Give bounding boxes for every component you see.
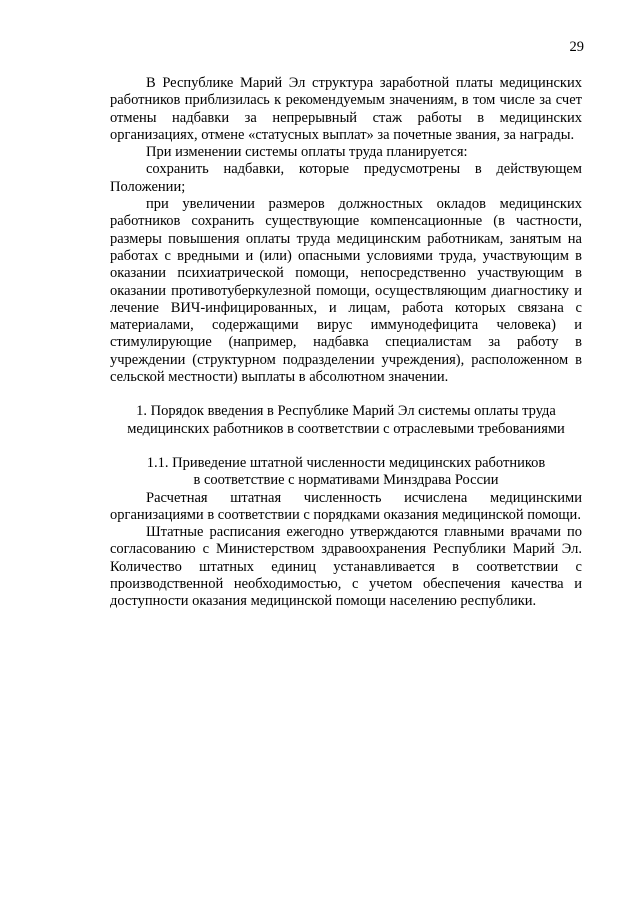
section-1-heading-line-1: 1. Порядок введения в Республике Марий Эл системы оплаты труда: [136, 403, 556, 420]
section-1-1-heading-line-2: в соответствие с нормативами Минздрава России: [193, 472, 499, 489]
document-body: [110, 75, 582, 611]
paragraph-staff-calculation: Расчетная штатная численность исчислена медицинскими организациями в соответствии с порядками оказания медицинской помощи.: [110, 489, 582, 523]
section-1-1-heading-line-1: 1.1. Приведение штатной численности медицинских работников: [146, 454, 546, 471]
paragraph-planned-changes: При изменении системы оплаты труда планируется:: [146, 144, 468, 161]
paragraph-salary-structure: В Республике Марий Эл структура заработной платы медицинских работников приблизилась к рекомендуемым значениям, в том числе за счет отмены надбавки за непрерывный стаж работы в медицинских организациях, отмене «статусных выплат» за почетные звания, за награды.: [110, 75, 582, 143]
section-1-heading: [110, 403, 582, 438]
section-1-heading-line-2: медицинских работников в соответствии с отраслевыми требованиями: [127, 420, 565, 437]
paragraph-keep-allowances: сохранить надбавки, которые предусмотрены в действующем Положении;: [110, 161, 582, 195]
section-1-1-heading: [110, 455, 582, 490]
paragraph-compensation-payments: при увеличении размеров должностных окладов медицинских работников сохранить существующие компенсационные (в частности, размеры повышения оплаты труда медицинским работникам, занятым на работах с вредными и (или) опасными условиями труда, участвующим в оказании психиатрической помощи, непосредственно участвующим в оказании противотуберкулезной помощи, осуществляющим диагностику и лечение ВИЧ-инфицированных, и лицам, работа которых связана с материалами, содержащими вирус иммунодефицита человека) и стимулирующие (например, надбавка специалистам за работу в учреждении (структурном подразделении учреждения), расположенном в сельской местности) выплаты в абсолютном значении.: [110, 196, 582, 386]
paragraph-staff-schedules: Штатные расписания ежегодно утверждаются главными врачами по согласованию с Министерством здравоохранения Республики Марий Эл. Количество штатных единиц устанавливается в соответствии с производственной необходимостью, с учетом обеспечения качества и доступности оказания медицинской помощи населению республики.: [110, 524, 582, 610]
page-number: 29: [569, 39, 584, 55]
